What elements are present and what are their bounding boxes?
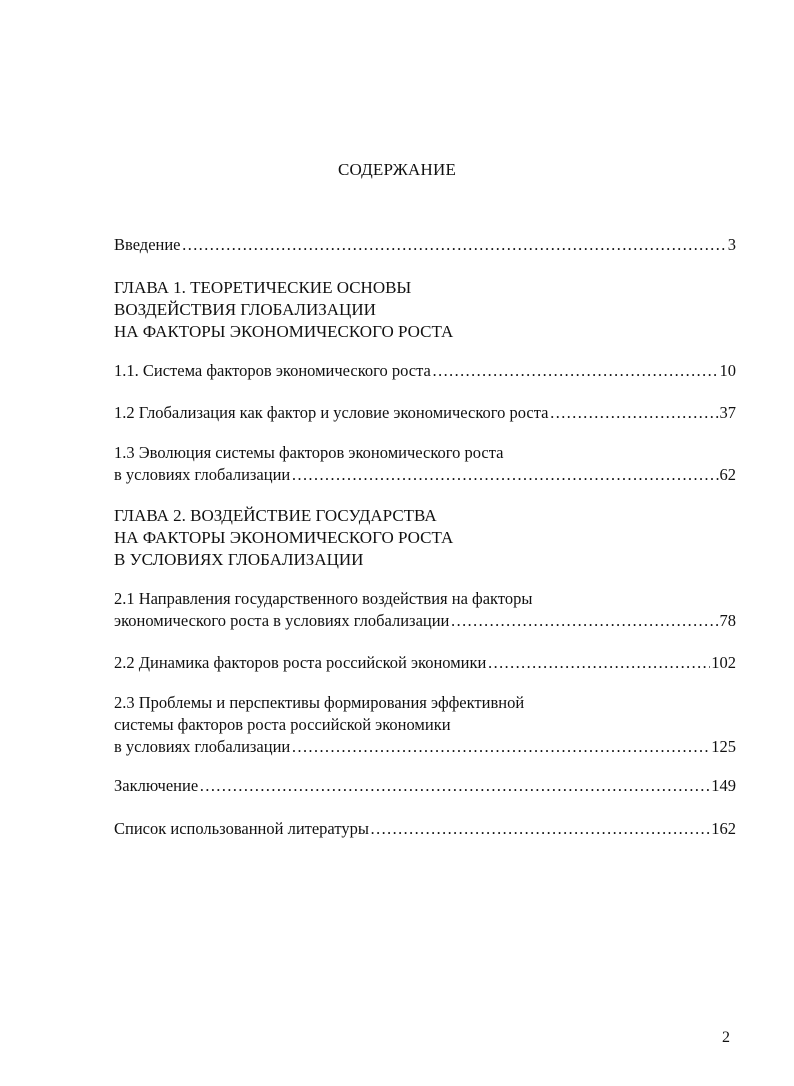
- toc-entry-title: 1.1. Система факторов экономического роста: [114, 361, 431, 380]
- leader-dots: [199, 775, 710, 797]
- toc-line: [114, 234, 736, 256]
- toc-entry-title: Введение: [114, 235, 181, 254]
- leader-dots: [487, 652, 710, 674]
- leader-dots: [370, 818, 710, 840]
- toc-line: [114, 610, 736, 632]
- leader-dots: [291, 464, 718, 486]
- chapter-heading-line: НА ФАКТОРЫ ЭКОНОМИЧЕСКОГО РОСТА: [114, 528, 454, 547]
- toc-entry-title: 1.2 Глобализация как фактор и условие экономического роста: [114, 403, 549, 422]
- toc-page-number: 78: [719, 611, 736, 630]
- toc-entry-conclusion: [114, 775, 736, 797]
- toc-entry-title: в условиях глобализации: [114, 465, 291, 484]
- toc-entry-2-3: [114, 692, 736, 758]
- toc-line: [114, 402, 736, 424]
- leader-dots: [291, 736, 710, 758]
- toc-entry-2-2: [114, 652, 736, 674]
- toc-page-number: 62: [719, 465, 736, 484]
- toc-page-number: 102: [711, 653, 736, 672]
- page-number: 2: [722, 1029, 730, 1046]
- toc-entry-1-2: [114, 402, 736, 424]
- toc-entry-2-1: [114, 588, 736, 632]
- toc-page-number: 162: [711, 819, 736, 838]
- toc-page-number: 10: [719, 361, 736, 380]
- toc-line: [114, 360, 736, 382]
- chapter-heading-line: НА ФАКТОРЫ ЭКОНОМИЧЕСКОГО РОСТА: [114, 322, 454, 341]
- toc-entry-intro: [114, 234, 736, 256]
- toc-entry-title: Заключение: [114, 776, 199, 795]
- toc-page-number: 125: [711, 737, 736, 756]
- toc-entry-title: Список использованной литературы: [114, 819, 369, 838]
- chapter-heading-line: ГЛАВА 1. ТЕОРЕТИЧЕСКИЕ ОСНОВЫ: [114, 278, 412, 297]
- leader-dots: [432, 360, 719, 382]
- toc-line: [114, 775, 736, 797]
- toc-line: [114, 736, 736, 758]
- toc-line: [114, 464, 736, 486]
- toc-entry-title: экономического роста в условиях глобализации: [114, 611, 450, 630]
- toc-entry-title: 2.3 Проблемы и перспективы формирования эффективной: [114, 693, 525, 712]
- toc-entry-title: системы факторов роста российской экономики: [114, 715, 451, 734]
- chapter-heading-line: В УСЛОВИЯХ ГЛОБАЛИЗАЦИИ: [114, 550, 364, 569]
- toc-entry-title: в условиях глобализации: [114, 737, 291, 756]
- toc-line: [114, 652, 736, 674]
- chapter-2-heading: [114, 505, 453, 571]
- leader-dots: [549, 402, 718, 424]
- toc-entry-1-3: [114, 442, 736, 486]
- toc-entry-title: 2.1 Направления государственного воздействия на факторы: [114, 589, 533, 608]
- chapter-1-heading: [114, 277, 453, 343]
- toc-page-number: 37: [719, 403, 736, 422]
- leader-dots: [450, 610, 718, 632]
- toc-entry-bibliography: [114, 818, 736, 840]
- toc-entry-1-1: [114, 360, 736, 382]
- toc-page-number: 149: [711, 776, 736, 795]
- chapter-heading-line: ВОЗДЕЙСТВИЯ ГЛОБАЛИЗАЦИИ: [114, 300, 376, 319]
- toc-page-number: 3: [727, 235, 736, 254]
- toc-entry-title: 2.2 Динамика факторов роста российской экономики: [114, 653, 487, 672]
- leader-dots: [182, 234, 727, 256]
- toc-entry-title: 1.3 Эволюция системы факторов экономического роста: [114, 443, 504, 462]
- chapter-heading-line: ГЛАВА 2. ВОЗДЕЙСТВИЕ ГОСУДАРСТВА: [114, 506, 437, 525]
- page-title: СОДЕРЖАНИЕ: [337, 160, 457, 179]
- toc-line: [114, 818, 736, 840]
